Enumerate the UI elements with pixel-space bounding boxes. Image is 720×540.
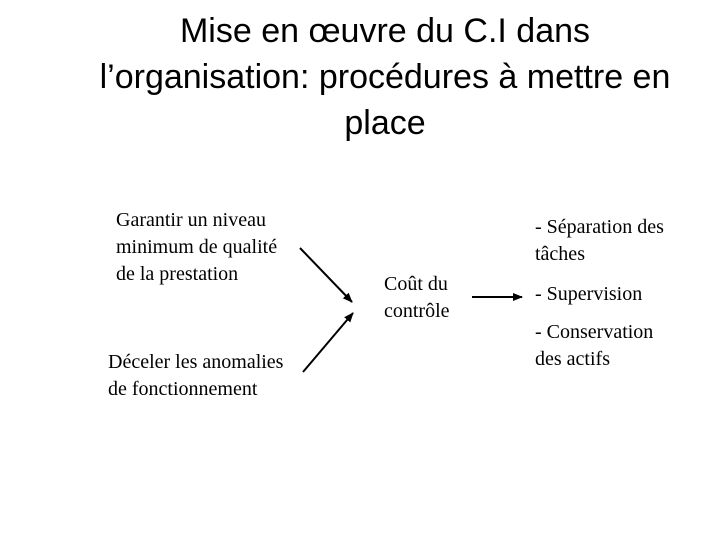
output-separation-line-2: tâches (535, 243, 585, 265)
title-line-2: l’organisation: procédures à mettre en (99, 58, 671, 96)
output-conservation-line-2: des actifs (535, 348, 610, 370)
title-line-3: place (344, 104, 426, 142)
center-line-1: Coût du (384, 273, 448, 295)
output-separation-line-1: - Séparation des (535, 216, 664, 238)
input-anomalies-line-1: Déceler les anomalies (108, 351, 284, 373)
input-quality-line-2: minimum de qualité (116, 236, 278, 258)
arrow-anomalies-to-cost (303, 313, 353, 372)
input-quality-line-1: Garantir un niveau (116, 209, 266, 231)
center-line-2: contrôle (384, 300, 450, 322)
input-quality-line-3: de la prestation (116, 263, 239, 285)
input-anomalies-line-2: de fonctionnement (108, 378, 258, 400)
arrow-quality-to-cost (300, 248, 352, 302)
output-conservation-line-1: - Conservation (535, 321, 654, 343)
title-line-1: Mise en œuvre du C.I dans (179, 12, 591, 50)
output-supervision-line-1: - Supervision (535, 283, 643, 305)
